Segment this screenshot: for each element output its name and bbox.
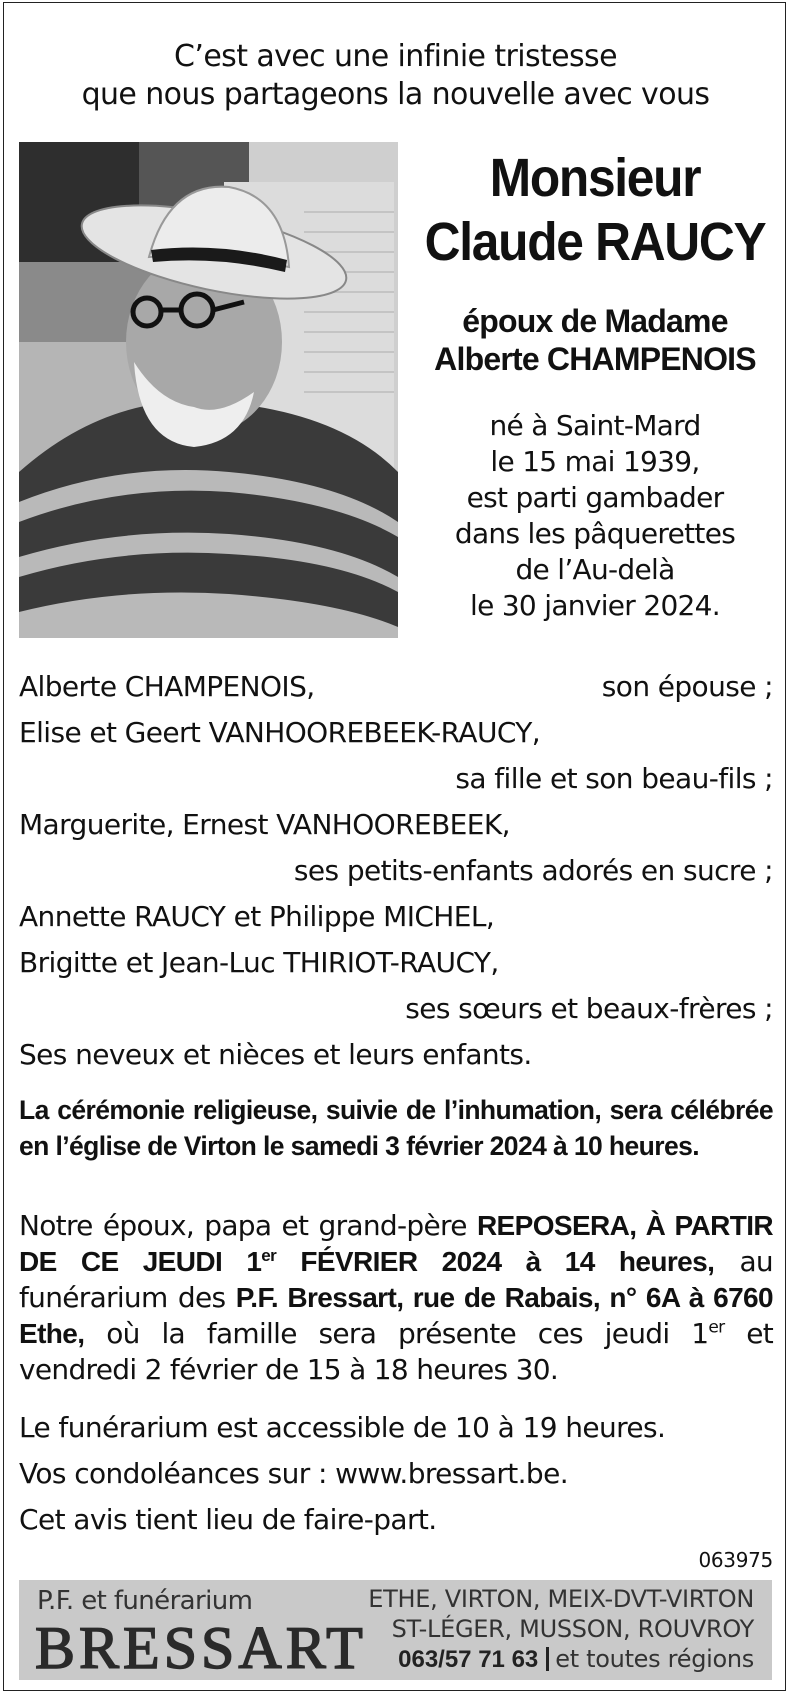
phone-line (368, 1644, 754, 1675)
towns-line: ETHE, VIRTON, MEIX-DVT-VIRTON (368, 1585, 754, 1613)
deceased-name: Claude RAUCY (424, 212, 766, 272)
viewing-text-part: au funérarium des (19, 1245, 773, 1314)
reference-number: 063975 (698, 1548, 773, 1572)
footer-locations (368, 1584, 754, 1675)
viewing-text-bold: REPOSERA, À PARTIR DE CE JEUDI 1 (19, 1210, 774, 1277)
deceased-block (400, 146, 790, 624)
birth-death-info (400, 408, 790, 624)
deceased-title: Monsieur (489, 148, 701, 208)
closing-text (19, 1405, 773, 1543)
viewing-text-part: où la famille sera présente ces jeudi 1 (84, 1317, 709, 1350)
family-member: Marguerite, Ernest VANHOOREBEEK, (19, 808, 510, 841)
footer-label: P.F. et funérarium (37, 1586, 253, 1616)
viewing-text-part: et vendredi 2 février de 15 à 18 heures 30. (19, 1317, 773, 1386)
viewing-text-bold: P.F. Bressart, rue de Rabais, n° 6A à 6760 Ethe, (19, 1282, 773, 1349)
born-line: est parti gambader (466, 481, 724, 514)
family-member: Ses neveux et nièces et leurs enfants. (19, 1038, 532, 1071)
towns-line: ST-LÉGER, MUSSON, ROUVROY (391, 1615, 754, 1643)
intro-text (0, 38, 791, 114)
viewing-text (19, 1208, 773, 1388)
phone-number: 063/57 71 63 (398, 1646, 539, 1673)
intro-line-1: C’est avec une infinie tristesse (174, 39, 617, 74)
portrait-photo (19, 142, 398, 638)
born-line: dans les pâquerettes (454, 517, 736, 550)
regions-text: et toutes régions (555, 1645, 754, 1673)
ceremony-text: La cérémonie religieuse, suivie de l’inhumation, sera célébrée en l’église de Virton le samedi 3 février 2024 à 10 heures. (19, 1095, 773, 1161)
family-relation: ses petits-enfants adorés en sucre ; (293, 854, 773, 887)
spouse-line-1: époux de Madame (462, 303, 728, 339)
closing-line: Vos condoléances sur : www.bressart.be. (19, 1457, 569, 1490)
viewing-text-sup: er (708, 1317, 725, 1338)
family-relation: son épouse ; (601, 670, 773, 703)
funeral-home-logo: BRESSART (35, 1615, 367, 1681)
closing-line: Cet avis tient lieu de faire-part. (19, 1503, 437, 1536)
family-relation: sa fille et son beau-fils ; (455, 762, 773, 795)
family-member: Elise et Geert VANHOOREBEEK-RAUCY, (19, 716, 541, 749)
funeral-home-banner (19, 1580, 772, 1680)
family-list (19, 664, 773, 1078)
intro-line-2: que nous partageons la nouvelle avec vous (81, 77, 710, 112)
viewing-text-sup: er (261, 1245, 277, 1265)
closing-line: Le funérarium est accessible de 10 à 19 heures. (19, 1411, 666, 1444)
born-line: de l’Au-delà (515, 553, 675, 586)
spouse-info (400, 302, 790, 378)
born-line: le 30 janvier 2024. (470, 589, 720, 622)
divider (546, 1647, 549, 1671)
viewing-text-bold: FÉVRIER 2024 à 14 heures, (276, 1246, 715, 1277)
viewing-text-part: Notre époux, papa et grand-père (19, 1209, 477, 1242)
family-member: Annette RAUCY et Philippe MICHEL, (19, 900, 495, 933)
family-member: Brigitte et Jean-Luc THIRIOT-RAUCY, (19, 946, 499, 979)
born-line: le 15 mai 1939, (490, 445, 700, 478)
born-line: né à Saint-Mard (489, 409, 701, 442)
family-member: Alberte CHAMPENOIS, (19, 670, 315, 703)
spouse-line-2: Alberte CHAMPENOIS (434, 341, 756, 377)
family-row (19, 664, 773, 710)
family-relation: ses sœurs et beaux-frères ; (405, 992, 773, 1025)
